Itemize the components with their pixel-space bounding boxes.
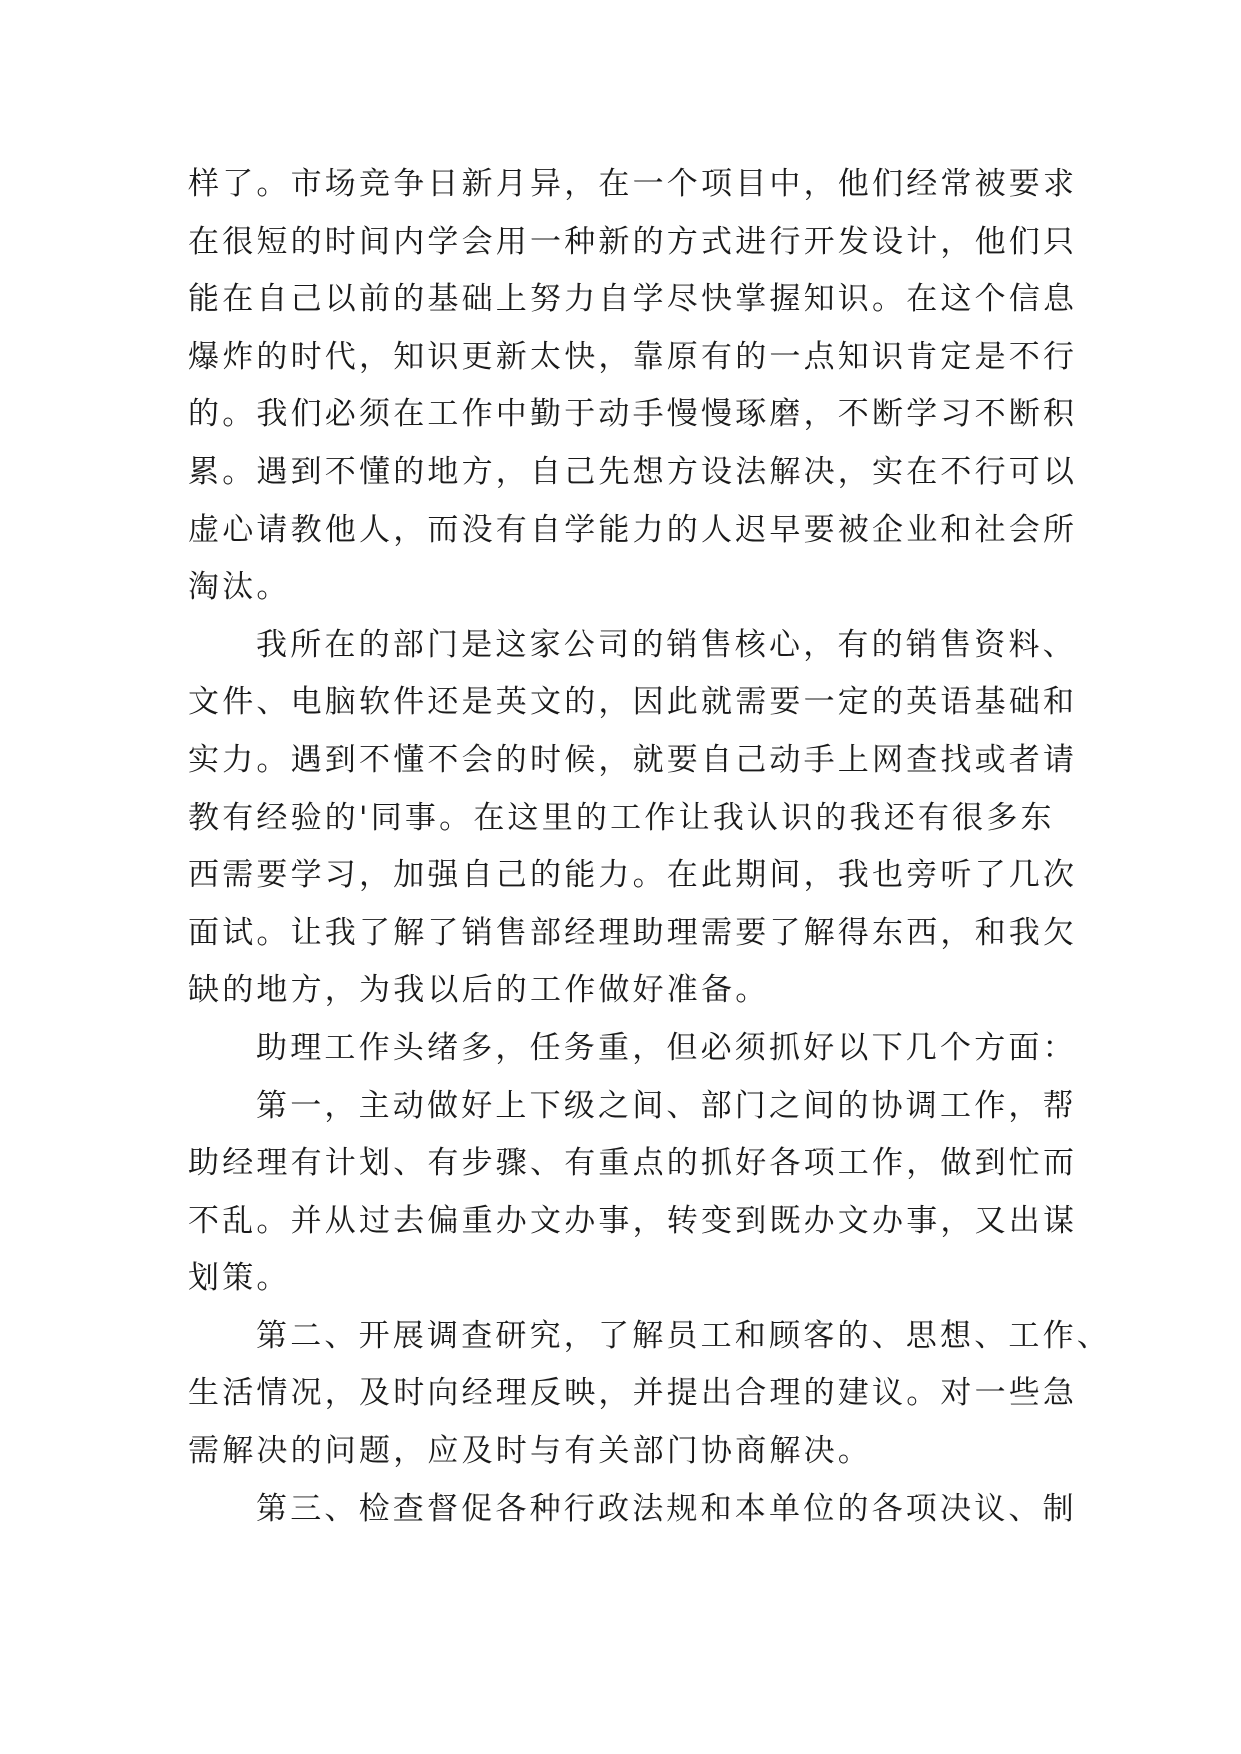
- paragraph-first-line: 助理工作头绪多，任务重，但必须抓好以下几个方面：: [256, 1029, 1077, 1066]
- paragraph-first-line: 我所在的部门是这家公司的销售核心，有的销售资料、: [256, 626, 1077, 663]
- text-line: 能在自己以前的基础上努力自学尽快掌握知识。在这个信息: [188, 281, 1078, 318]
- text-line: 西需要学习，加强自己的能力。在此期间，我也旁听了几次: [188, 857, 1078, 894]
- text-line: 虚心请教他人，而没有自学能力的人迟早要被企业和社会所: [188, 511, 1078, 548]
- text-line: 缺的地方，为我以后的工作做好准备。: [188, 972, 770, 1009]
- text-line: 淘汰。: [188, 569, 291, 606]
- text-line: 划策。: [188, 1260, 291, 1297]
- text-line: 的。我们必须在工作中勤于动手慢慢琢磨，不断学习不断积: [188, 396, 1078, 433]
- text-line: 累。遇到不懂的地方，自己先想方设法解决，实在不行可以: [188, 453, 1078, 490]
- text-line: 样了。市场竞争日新月异，在一个项目中，他们经常被要求: [188, 166, 1078, 202]
- text-line: 助经理有计划、有步骤、有重点的抓好各项工作，做到忙而: [188, 1145, 1078, 1182]
- body-text: [188, 156, 1111, 1538]
- paragraph-first-line: 第一，主动做好上下级之间、部门之间的协调工作，帮: [256, 1087, 1077, 1124]
- paragraph-first-line: 第二、开展调查研究，了解员工和顾客的、思想、工作、: [256, 1317, 1111, 1354]
- text-line: 教有经验的'同事。在这里的工作让我认识的我还有很多东: [188, 799, 1055, 836]
- text-line: 在很短的时间内学会用一种新的方式进行开发设计，他们只: [188, 223, 1078, 260]
- text-line: 面试。让我了解了销售部经理助理需要了解得东西，和我欠: [188, 914, 1078, 951]
- text-line: 爆炸的时代，知识更新太快，靠原有的一点知识肯定是不行: [188, 338, 1078, 375]
- text-line: 不乱。并从过去偏重办文办事，转变到既办文办事，又出谋: [188, 1202, 1078, 1239]
- text-line: 生活情况，及时向经理反映，并提出合理的建议。对一些急: [188, 1375, 1078, 1412]
- text-line: 实力。遇到不懂不会的时候，就要自己动手上网查找或者请: [188, 741, 1078, 778]
- text-line: 需解决的问题，应及时与有关部门协商解决。: [188, 1433, 872, 1470]
- text-line: 文件、电脑软件还是英文的，因此就需要一定的英语基础和: [188, 684, 1078, 721]
- paragraph-first-line: 第三、检查督促各种行政法规和本单位的各项决议、制: [256, 1490, 1077, 1527]
